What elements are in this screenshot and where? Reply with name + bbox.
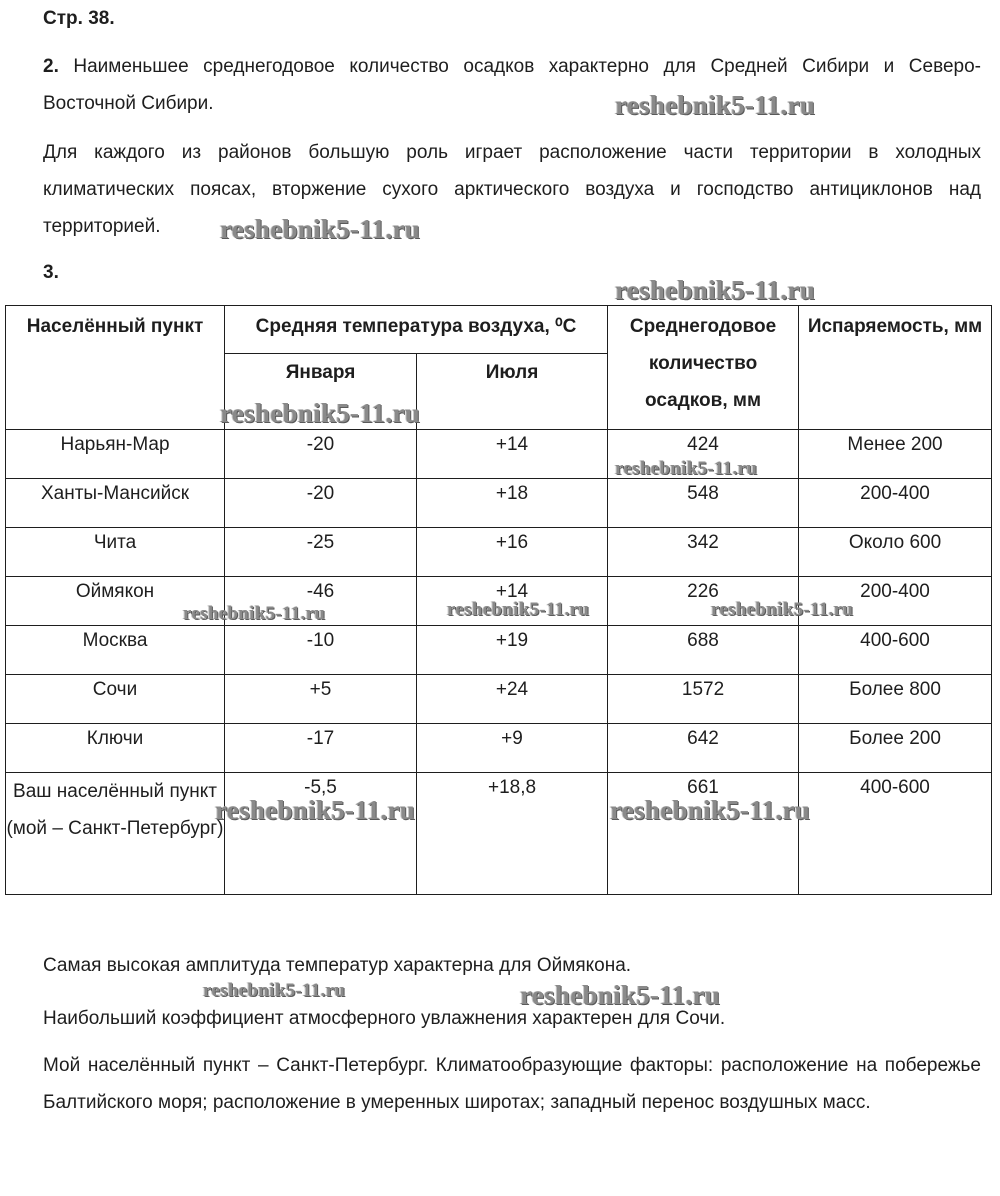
header-precipitation: Среднегодовое количество осадков, мм [608,306,799,430]
cell-evaporation: 400-600 [799,773,992,895]
cell-evaporation: Менее 200 [799,430,992,479]
cell-place: Оймякон [6,577,225,626]
cell-evaporation: 200-400 [799,577,992,626]
cell-place: Нарьян-Мар [6,430,225,479]
cell-place: Сочи [6,675,225,724]
cell-place: Чита [6,528,225,577]
cell-january: -46 [225,577,417,626]
cell-january: -10 [225,626,417,675]
conclusion-factors: Мой населённый пункт – Санкт-Петербург. Климатообразующие факторы: расположение на побережье Балтийского моря; расположение в умеренных широтах; западный перенос воздушных масс. [43,1055,981,1113]
cell-place: Ханты-Мансийск [6,479,225,528]
cell-place: Москва [6,626,225,675]
watermark: reshebnik5-11.ru [520,980,721,1010]
watermark: reshebnik5-11.ru [220,214,421,244]
table-row [6,626,992,675]
table-row [6,528,992,577]
cell-january: -25 [225,528,417,577]
task-2-explanation: Для каждого из районов большую роль играет расположение части территории в холодных климатических поясах, вторжение сухого арктического воздуха и господство антициклонов над территорией. [43,142,981,237]
watermark: reshebnik5-11.ru [215,795,416,825]
cell-july: +9 [417,724,608,773]
watermark: reshebnik5-11.ru [183,603,326,624]
conclusion-amplitude: Самая высокая амплитуда температур характерна для Оймякона. [43,955,632,976]
task-3-number: 3. [43,262,59,283]
table-row [6,430,992,479]
table-row [6,724,992,773]
cell-january: +5 [225,675,417,724]
cell-evaporation: Более 800 [799,675,992,724]
page-reference: Стр. 38. [43,8,115,29]
watermark: reshebnik5-11.ru [615,458,758,479]
cell-january: -5,5 [225,773,417,895]
table-row [6,479,992,528]
cell-precipitation: 1572 [608,675,799,724]
header-evaporation: Испаряемость, мм [799,306,992,430]
cell-precipitation: 642 [608,724,799,773]
task-2-text: Наименьшее среднегодовое количество осадков характерно для Средней Сибири и Северо-Восточной Сибири. [43,56,981,114]
cell-place: Ваш населённый пункт (мой – Санкт-Петербург) [6,773,225,895]
cell-evaporation: 200-400 [799,479,992,528]
header-temperature: Средняя температура воздуха, ⁰С [225,306,608,354]
header-july: Июля [417,354,608,430]
watermark: reshebnik5-11.ru [711,599,854,620]
cell-july: +18 [417,479,608,528]
cell-july: +19 [417,626,608,675]
cell-evaporation: 400-600 [799,626,992,675]
cell-precipitation: 226 [608,577,799,626]
cell-precipitation: 548 [608,479,799,528]
watermark: reshebnik5-11.ru [615,90,816,120]
cell-january: -17 [225,724,417,773]
table-row [6,675,992,724]
cell-july: +14 [417,430,608,479]
cell-july: +16 [417,528,608,577]
cell-july: +14 [417,577,608,626]
watermark: reshebnik5-11.ru [610,795,811,825]
header-january: Января [225,354,417,430]
cell-precipitation: 688 [608,626,799,675]
cell-july: +18,8 [417,773,608,895]
watermark: reshebnik5-11.ru [220,398,421,428]
watermark: reshebnik5-11.ru [615,275,816,305]
task-2-answer [43,48,981,122]
cell-july: +24 [417,675,608,724]
cell-precipitation: 424 [608,430,799,479]
watermark: reshebnik5-11.ru [203,980,346,1001]
cell-evaporation: Около 600 [799,528,992,577]
cell-january: -20 [225,479,417,528]
cell-precipitation: 661 [608,773,799,895]
cell-precipitation: 342 [608,528,799,577]
watermark: reshebnik5-11.ru [447,599,590,620]
cell-evaporation: Более 200 [799,724,992,773]
cell-place: Ключи [6,724,225,773]
task-2-number: 2. [43,56,59,77]
conclusion-humidity: Наибольший коэффициент атмосферного увлажнения характерен для Сочи. [43,1008,726,1029]
cell-january: -20 [225,430,417,479]
header-place: Населённый пункт [6,306,225,430]
table-row [6,773,992,895]
